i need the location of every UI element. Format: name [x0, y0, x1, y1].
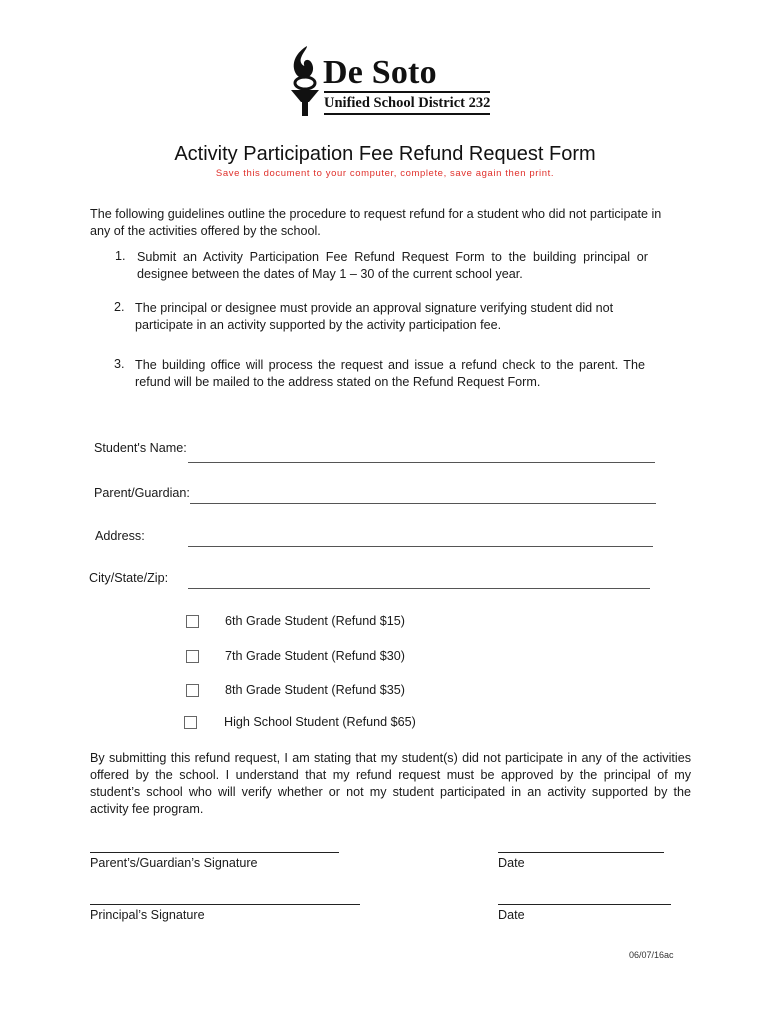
grade6-checkbox[interactable]: [186, 615, 199, 628]
student-name-field[interactable]: [188, 462, 655, 463]
principal-date-field[interactable]: [498, 904, 671, 905]
logo-rule-bottom: [324, 113, 490, 115]
form-title: Activity Participation Fee Refund Request Form: [174, 143, 596, 165]
step-text: The building office will process the request and issue a refund check to the parent. The refund will be mailed to the address stated on the Refund Request Form.: [135, 358, 645, 389]
grade7-checkbox[interactable]: [186, 650, 199, 663]
parent-signature-field[interactable]: [90, 852, 339, 853]
grade8-label: 8th Grade Student (Refund $35): [225, 683, 405, 697]
parent-date-label: Date: [498, 856, 525, 870]
step-number: 3.: [114, 357, 125, 371]
step-text: The principal or designee must provide an approval signature verifying student did not participate in an activity supported by the activity participation fee.: [135, 301, 614, 332]
logo-rule: [324, 91, 490, 93]
form-code: 06/07/16ac: [629, 950, 674, 960]
form-subtitle: Save this document to your computer, complete, save again then print.: [215, 168, 555, 179]
logo-district: Unified School District 232: [324, 95, 491, 111]
grade6-label: 6th Grade Student (Refund $15): [225, 614, 405, 628]
city-state-zip-field[interactable]: [188, 588, 650, 589]
step-number: 1.: [115, 249, 126, 263]
logo-name: De Soto: [323, 54, 437, 91]
statement-paragraph: By submitting this refund request, I am stating that my student(s) did not participate in any of the activities offered by the school. I understand that my refund request must be approved by the principal of my student’s school who will verify whether or not my student participated in an activity supported by the activity fee program.: [90, 751, 691, 816]
step-text: Submit an Activity Participation Fee Refund Request Form to the building principal or designee between the dates of May 1 – 30 of the current school year.: [137, 250, 648, 281]
address-field[interactable]: [188, 546, 653, 547]
intro-paragraph: The following guidelines outline the procedure to request refund for a student who did not participate in any of the activities offered by the school.: [90, 207, 662, 238]
high-school-label: High School Student (Refund $65): [224, 715, 416, 729]
parent-guardian-label: Parent/Guardian:: [94, 486, 190, 500]
torch-logo-icon: [287, 44, 323, 120]
parent-date-field[interactable]: [498, 852, 664, 853]
grade7-label: 7th Grade Student (Refund $30): [225, 649, 405, 663]
parent-guardian-field[interactable]: [190, 503, 656, 504]
principal-signature-field[interactable]: [90, 904, 360, 905]
principal-signature-label: Principal’s Signature: [90, 908, 205, 922]
city-state-zip-label: City/State/Zip:: [89, 571, 169, 585]
student-name-label: Student's Name:: [94, 441, 187, 455]
principal-date-label: Date: [498, 908, 525, 922]
step-number: 2.: [114, 300, 125, 314]
parent-signature-label: Parent’s/Guardian’s Signature: [90, 856, 258, 870]
grade8-checkbox[interactable]: [186, 684, 199, 697]
high-school-checkbox[interactable]: [184, 716, 197, 729]
address-label: Address:: [95, 529, 145, 543]
